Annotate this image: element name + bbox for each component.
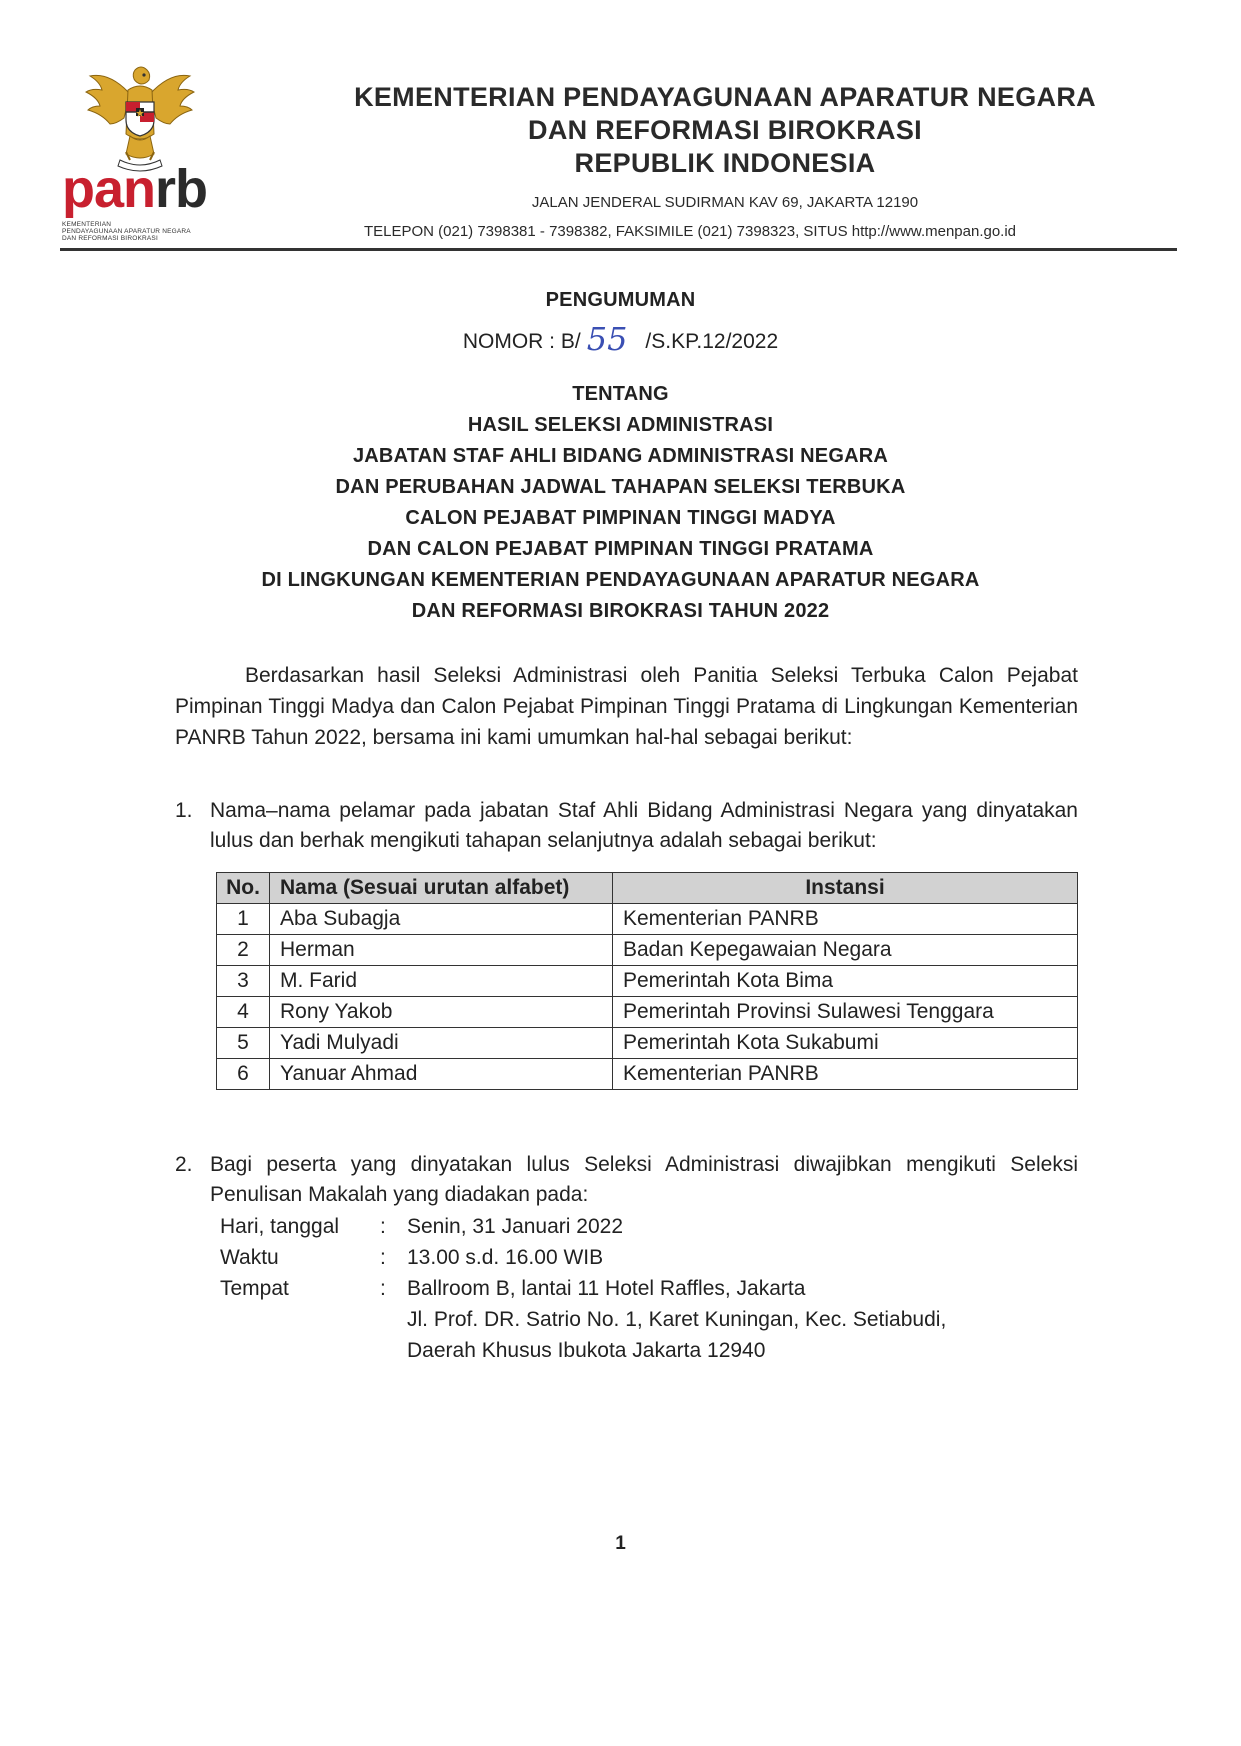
intro-text: Berdasarkan hasil Seleksi Administrasi oleh Panitia Seleksi Terbuka Calon Pejabat Pimpinan Tinggi Madya dan Calon Pejabat Pimpinan Tinggi Pratama di Lingkungan Kementerian PANRB Tahun 2022, bersama ini kami umumkan hal-hal sebagai berikut:: [175, 664, 1078, 749]
subject-line: DI LINGKUNGAN KEMENTERIAN PENDAYAGUNAAN APARATUR NEGARA: [261, 569, 980, 591]
candidates-table: [216, 872, 1078, 1090]
subject-line: CALON PEJABAT PIMPINAN TINGGI MADYA: [405, 507, 836, 529]
panrb-logo: [60, 64, 220, 244]
page-number: 1: [615, 1533, 626, 1554]
cell-instansi: Badan Kepegawaian Negara: [613, 935, 1078, 966]
schedule-colon: :: [380, 1277, 386, 1300]
nomor-suffix: /S.KP.12/2022: [645, 330, 779, 353]
ministry-name-line1: KEMENTERIAN PENDAYAGUNAAN APARATUR NEGARA: [354, 82, 1096, 112]
ministry-name-line2: DAN REFORMASI BIROKRASI: [528, 115, 922, 145]
logo-subtitle-line: KEMENTERIAN: [62, 221, 112, 228]
ministry-contact: TELEPON (021) 7398381 - 7398382, FAKSIMILE (021) 7398323, SITUS http://www.menpan.go.id: [363, 223, 1017, 240]
column-header-no: No.: [217, 873, 270, 904]
schedule-label: Hari, tanggal: [220, 1215, 340, 1238]
logo-word-pan: pan: [62, 159, 156, 219]
nomor-label: NOMOR :: [462, 330, 556, 353]
cell-no: 5: [217, 1028, 270, 1059]
cell-nama: Rony Yakob: [270, 997, 613, 1028]
cell-nama: Yanuar Ahmad: [270, 1059, 613, 1090]
logo-subtitle-line: DAN REFORMASI BIROKRASI: [62, 235, 158, 242]
schedule-value: Daerah Khusus Ibukota Jakarta 12940: [407, 1339, 766, 1362]
column-header-nama: Nama (Sesuai urutan alfabet): [270, 873, 613, 904]
schedule-label: Waktu: [220, 1246, 279, 1269]
table-row: [217, 997, 1078, 1028]
schedule-value: 13.00 s.d. 16.00 WIB: [407, 1246, 604, 1269]
schedule-value: Ballroom B, lantai 11 Hotel Raffles, Jakarta: [407, 1277, 806, 1300]
subject-line: DAN CALON PEJABAT PIMPINAN TINGGI PRATAMA: [367, 538, 874, 560]
subject-line: DAN REFORMASI BIROKRASI TAHUN 2022: [411, 600, 830, 622]
schedule-value: Jl. Prof. DR. Satrio No. 1, Karet Kuningan, Kec. Setiabudi,: [407, 1308, 947, 1331]
document-number: [0, 318, 1241, 356]
logo-word-rb: rb: [155, 159, 208, 219]
cell-no: 6: [217, 1059, 270, 1090]
cell-instansi: Pemerintah Kota Bima: [613, 966, 1078, 997]
ministry-name-line3: REPUBLIK INDONESIA: [574, 148, 876, 178]
table-row: [217, 935, 1078, 966]
cell-nama: Aba Subagja: [270, 904, 613, 935]
table-row: [217, 1059, 1078, 1090]
cell-instansi: Pemerintah Kota Sukabumi: [613, 1028, 1078, 1059]
logo-subtitle: [62, 221, 232, 242]
letterhead-divider: [60, 248, 1177, 251]
nomor-prefix: B/: [560, 330, 581, 353]
schedule-colon: :: [380, 1246, 386, 1269]
cell-no: 2: [217, 935, 270, 966]
table-header-row: [217, 873, 1078, 904]
nomor-handwritten: 55: [586, 320, 628, 358]
subject-line: DAN PERUBAHAN JADWAL TAHAPAN SELEKSI TERBUKA: [335, 476, 906, 498]
logo-wordmark: [62, 159, 208, 219]
cell-nama: Herman: [270, 935, 613, 966]
subject-line: HASIL SELEKSI ADMINISTRASI: [467, 414, 774, 436]
logo-subtitle-line: PENDAYAGUNAAN APARATUR NEGARA: [62, 228, 191, 235]
list-item-text: Bagi peserta yang dinyatakan lulus Seleksi Administrasi diwajibkan mengikuti Seleksi Penulisan Makalah yang diadakan pada:: [210, 1153, 1078, 1206]
list-item-number: 1.: [175, 799, 193, 822]
ministry-address: JALAN JENDERAL SUDIRMAN KAV 69, JAKARTA 12190: [531, 194, 919, 211]
cell-instansi: Pemerintah Provinsi Sulawesi Tenggara: [613, 997, 1078, 1028]
cell-no: 3: [217, 966, 270, 997]
table-row: [217, 904, 1078, 935]
schedule-label: Tempat: [220, 1277, 289, 1300]
table-row: [217, 1028, 1078, 1059]
cell-instansi: Kementerian PANRB: [613, 1059, 1078, 1090]
list-item-number: 2.: [175, 1153, 193, 1176]
cell-no: 4: [217, 997, 270, 1028]
table-row: [217, 966, 1078, 997]
intro-paragraph: [175, 660, 1078, 753]
document-title: PENGUMUMAN: [545, 289, 696, 311]
column-header-instansi: Instansi: [613, 873, 1078, 904]
cell-nama: Yadi Mulyadi: [270, 1028, 613, 1059]
list-item-text: Nama–nama pelamar pada jabatan Staf Ahli Bidang Administrasi Negara yang dinyatakan lulus dan berhak mengikuti tahapan selanjutnya adalah sebagai berikut:: [210, 799, 1078, 852]
schedule-value: Senin, 31 Januari 2022: [407, 1215, 623, 1238]
cell-instansi: Kementerian PANRB: [613, 904, 1078, 935]
cell-nama: M. Farid: [270, 966, 613, 997]
schedule-colon: :: [380, 1215, 386, 1238]
cell-no: 1: [217, 904, 270, 935]
subject-line: JABATAN STAF AHLI BIDANG ADMINISTRASI NEGARA: [352, 445, 889, 467]
subject-tentang: TENTANG: [572, 383, 669, 405]
